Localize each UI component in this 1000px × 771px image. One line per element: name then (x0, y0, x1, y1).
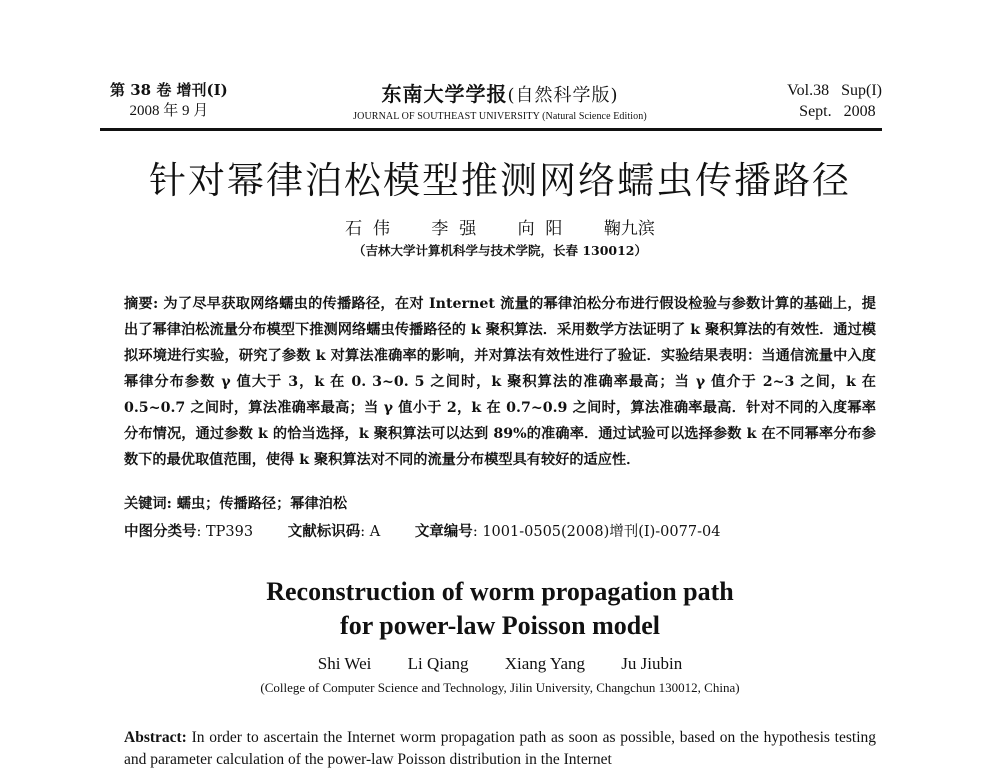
author-en: Ju Jiubin (621, 654, 683, 673)
clc-value: TP393 (206, 524, 254, 540)
paper-title-cn: 针对幂律泊松模型推测网络蠕虫传播路径 (149, 159, 851, 202)
doc-code-label: 文献标识码 (287, 523, 361, 540)
journal-name-cn-suffix: (自然科学版) (507, 85, 619, 106)
keywords-cn: 关键词: 蠕虫；传播路径；幂律泊松 (124, 496, 348, 512)
journal-name-cn (300, 78, 700, 107)
paper-title-en-line1: Reconstruction of worm propagation path (266, 577, 734, 606)
abstract-text-cn: 为了尽早获取网络蠕虫的传播路径，在对 Internet 流量的幂律泊松分布进行假设检验与参数计算的基础上，提出了幂律泊松流量分布模型下推测网络蠕虫传播路径的 k 聚积算法．采用数学方法证明了 k 聚积算法的有效性．通过模拟环境进行实验，研究了参数 k 对算法准确率的影响，并对算法有效性进行了验证．实验结果表明：当通信流量中入度幂律分布参数 γ 值大于 3，k 在 0. 3~0. 5 之间时，k 聚积算法的准确率最高；当 γ 值介于 2~3 之间，k 在 0.5~0.7 之间时，算法准确率最高；当 γ 值小于 2，k 在 0.7~0.9 之间时，算法准确率最高．针对不同的入度幂率分布情况，通过参数 k 的恰当选择，k 聚积算法可以达到 89%的准确率．通过试验可以选择参数 k 在不同幂率分布参数下的最优取值范围，使得 k 聚积算法对不同的流量分布模型具有较好的适应性． (124, 296, 876, 468)
author-en: Xiang Yang (504, 654, 586, 673)
authors-en (0, 654, 1000, 674)
header-volume-block (110, 80, 228, 122)
journal-masthead (300, 78, 700, 122)
header-rule (100, 128, 882, 131)
paper-title-en-line2: for power-law Poisson model (340, 611, 660, 640)
article-no-item: 文章编号: 1001-0505(2008)增刊(I)-0077-04 (414, 523, 721, 540)
header-volume-en-block (787, 80, 882, 122)
abstract-label-en: Abstract: (124, 729, 187, 746)
authors-cn (0, 214, 1000, 239)
affiliation-cn: （吉林大学计算机科学与技术学院，长春 130012） (352, 243, 648, 258)
author-cn: 向 阳 (517, 219, 563, 239)
paper-title-en (0, 575, 1000, 643)
abstract-label-cn: 摘要 (124, 296, 153, 312)
abstract-text-en: In order to ascertain the Internet worm propagation path as soon as possible, based on the hypothesis testing and parameter calculation of the power-law Poisson distribution in the Internet (124, 729, 877, 768)
header-vol-en: Vol.38 Sup(I) (787, 82, 882, 99)
journal-name-en: JOURNAL OF SOUTHEAST UNIVERSITY (Natural Science Edition) (353, 111, 647, 122)
author-en: Shi Wei (317, 654, 372, 673)
journal-name-cn-main: 东南大学学报 (381, 82, 508, 106)
author-cn: 李 强 (431, 219, 477, 239)
clc-item: 中图分类号: TP393 (124, 523, 254, 540)
abstract-cn: 摘要: 为了尽早获取网络蠕虫的传播路径，在对 Internet 流量的幂律泊松分布进行假设检验与参数计算的基础上，提出了幂律泊松流量分布模型下推测网络蠕虫传播路径的 k 聚积算法．采用数学方法证明了 k 聚积算法的有效性．通过模拟环境进行实验，研究了参数 k 对算法准确率的影响，并对算法有效性进行了验证．实验结果表明：当通信流量中入度幂律分布参数 γ 值大于 3，k 在 0. 3~0. 5 之间时，k 聚积算法的准确率最高；当 γ 值介于 2~3 之间，k 在 0.5~0.7 之间时，算法准确率最高；当 γ 值小于 2，k 在 0.7~0.9 之间时，算法准确率最高．针对不同的入度幂率分布情况，通过参数 k 的恰当选择，k 聚积算法可以达到 89%的准确率．通过试验可以选择参数 k 在不同幂率分布参数下的最优取值范围，使得 k 聚积算法对不同的流量分布模型具有较好的适应性． (124, 296, 876, 468)
author-cn: 鞠九滨 (603, 219, 655, 239)
article-no-value: 1001-0505(2008)增刊(I)-0077-04 (482, 524, 721, 540)
header-volume-cn: 第 38 卷 增刊(I) (110, 81, 228, 99)
classification-line (124, 520, 750, 541)
author-en: Li Qiang (407, 654, 469, 673)
header-date-en: Sept. 2008 (799, 103, 876, 120)
article-no-label: 文章编号 (414, 523, 473, 540)
author-cn: 石 伟 (345, 219, 390, 239)
keywords-text-cn: 蠕虫；传播路径；幂律泊松 (176, 496, 348, 512)
header-date-cn: 2008 年 9 月 (129, 103, 209, 119)
affiliation-en: (College of Computer Science and Technology, Jilin University, Changchun 130012, China) (260, 680, 740, 695)
abstract-en (124, 727, 876, 771)
doc-code-item: 文献标识码: A (287, 523, 381, 540)
doc-code-value: A (369, 524, 381, 540)
keywords-label-cn: 关键词 (124, 496, 167, 512)
clc-label: 中图分类号 (124, 523, 197, 540)
